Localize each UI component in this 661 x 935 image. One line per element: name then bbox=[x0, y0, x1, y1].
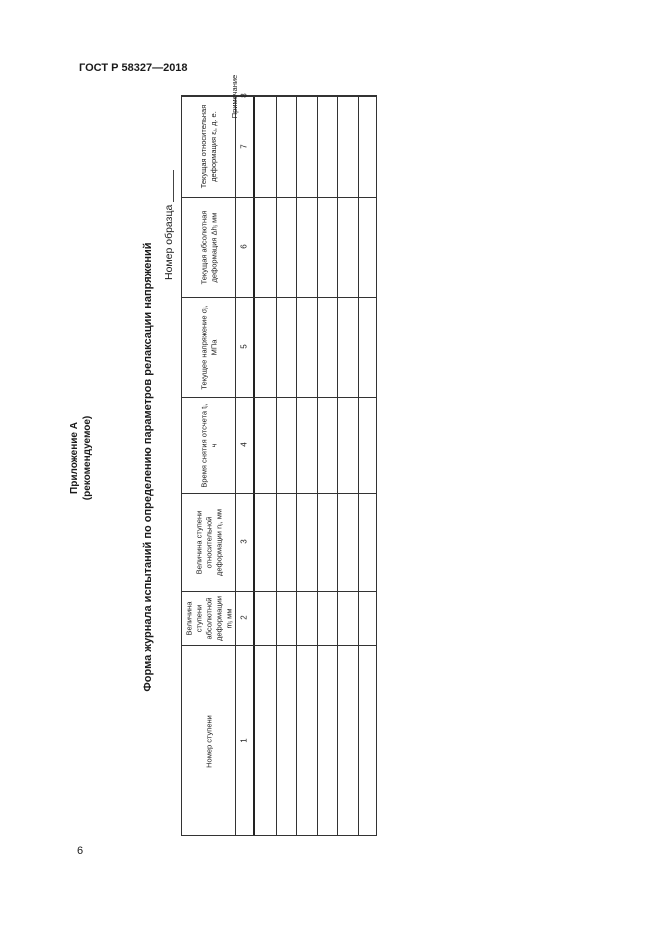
column-header-7: Текущая относительная деформация εⱼ, д. е. bbox=[198, 104, 218, 189]
table-vertical-rule bbox=[253, 96, 255, 835]
appendix-heading bbox=[68, 308, 102, 608]
table-vertical-rule bbox=[235, 96, 236, 835]
column-header-4: Время снятия отсчета tⱼ, ч bbox=[198, 402, 218, 488]
table-column-separator bbox=[182, 591, 376, 592]
column-header-2: Величина ступени абсолютной деформации mⱼ мм bbox=[183, 595, 233, 641]
appendix-title: Приложение А bbox=[69, 422, 80, 494]
column-index-1: 1 bbox=[239, 738, 249, 743]
column-header-1: Номер ступени bbox=[203, 714, 213, 768]
table-vertical-rule bbox=[317, 96, 318, 835]
sample-number-label: Номер образца bbox=[163, 204, 175, 280]
table-column-separator bbox=[182, 493, 376, 494]
sample-number-blank bbox=[164, 170, 174, 202]
table-vertical-rule bbox=[276, 96, 277, 835]
appendix-status: (рекомендуемое) bbox=[82, 415, 93, 501]
column-index-3: 3 bbox=[239, 539, 249, 544]
column-index-7: 7 bbox=[239, 143, 249, 149]
page-number: 6 bbox=[77, 845, 84, 857]
column-index-8: 8 bbox=[239, 93, 249, 98]
column-index-5: 5 bbox=[239, 344, 249, 349]
column-header-3: Величина ступени относительной деформации nⱼ, мм bbox=[193, 508, 223, 576]
form-title: Форма журнала испытаний по определению параметров релаксации напряжений bbox=[142, 242, 154, 692]
column-header-5: Текущее напряжение σⱼ, МПа bbox=[198, 304, 218, 390]
column-index-2: 2 bbox=[239, 615, 249, 620]
table-column-separator bbox=[182, 197, 376, 198]
column-header-8: Примечание bbox=[229, 74, 239, 118]
test-log-table bbox=[181, 74, 377, 836]
column-index-4: 4 bbox=[239, 442, 249, 447]
table-vertical-rule bbox=[337, 96, 338, 835]
table-vertical-rule bbox=[296, 96, 297, 835]
column-header-6: Текущая абсолютная деформация Δhⱼ мм bbox=[198, 210, 218, 284]
table-column-separator bbox=[182, 645, 376, 646]
table-column-separator bbox=[182, 397, 376, 398]
column-index-6: 6 bbox=[239, 244, 249, 249]
sample-number-field bbox=[162, 170, 176, 280]
table-column-separator bbox=[182, 297, 376, 298]
document-standard-header: ГОСТ Р 58327—2018 bbox=[79, 62, 188, 74]
table-vertical-rule bbox=[358, 96, 359, 835]
